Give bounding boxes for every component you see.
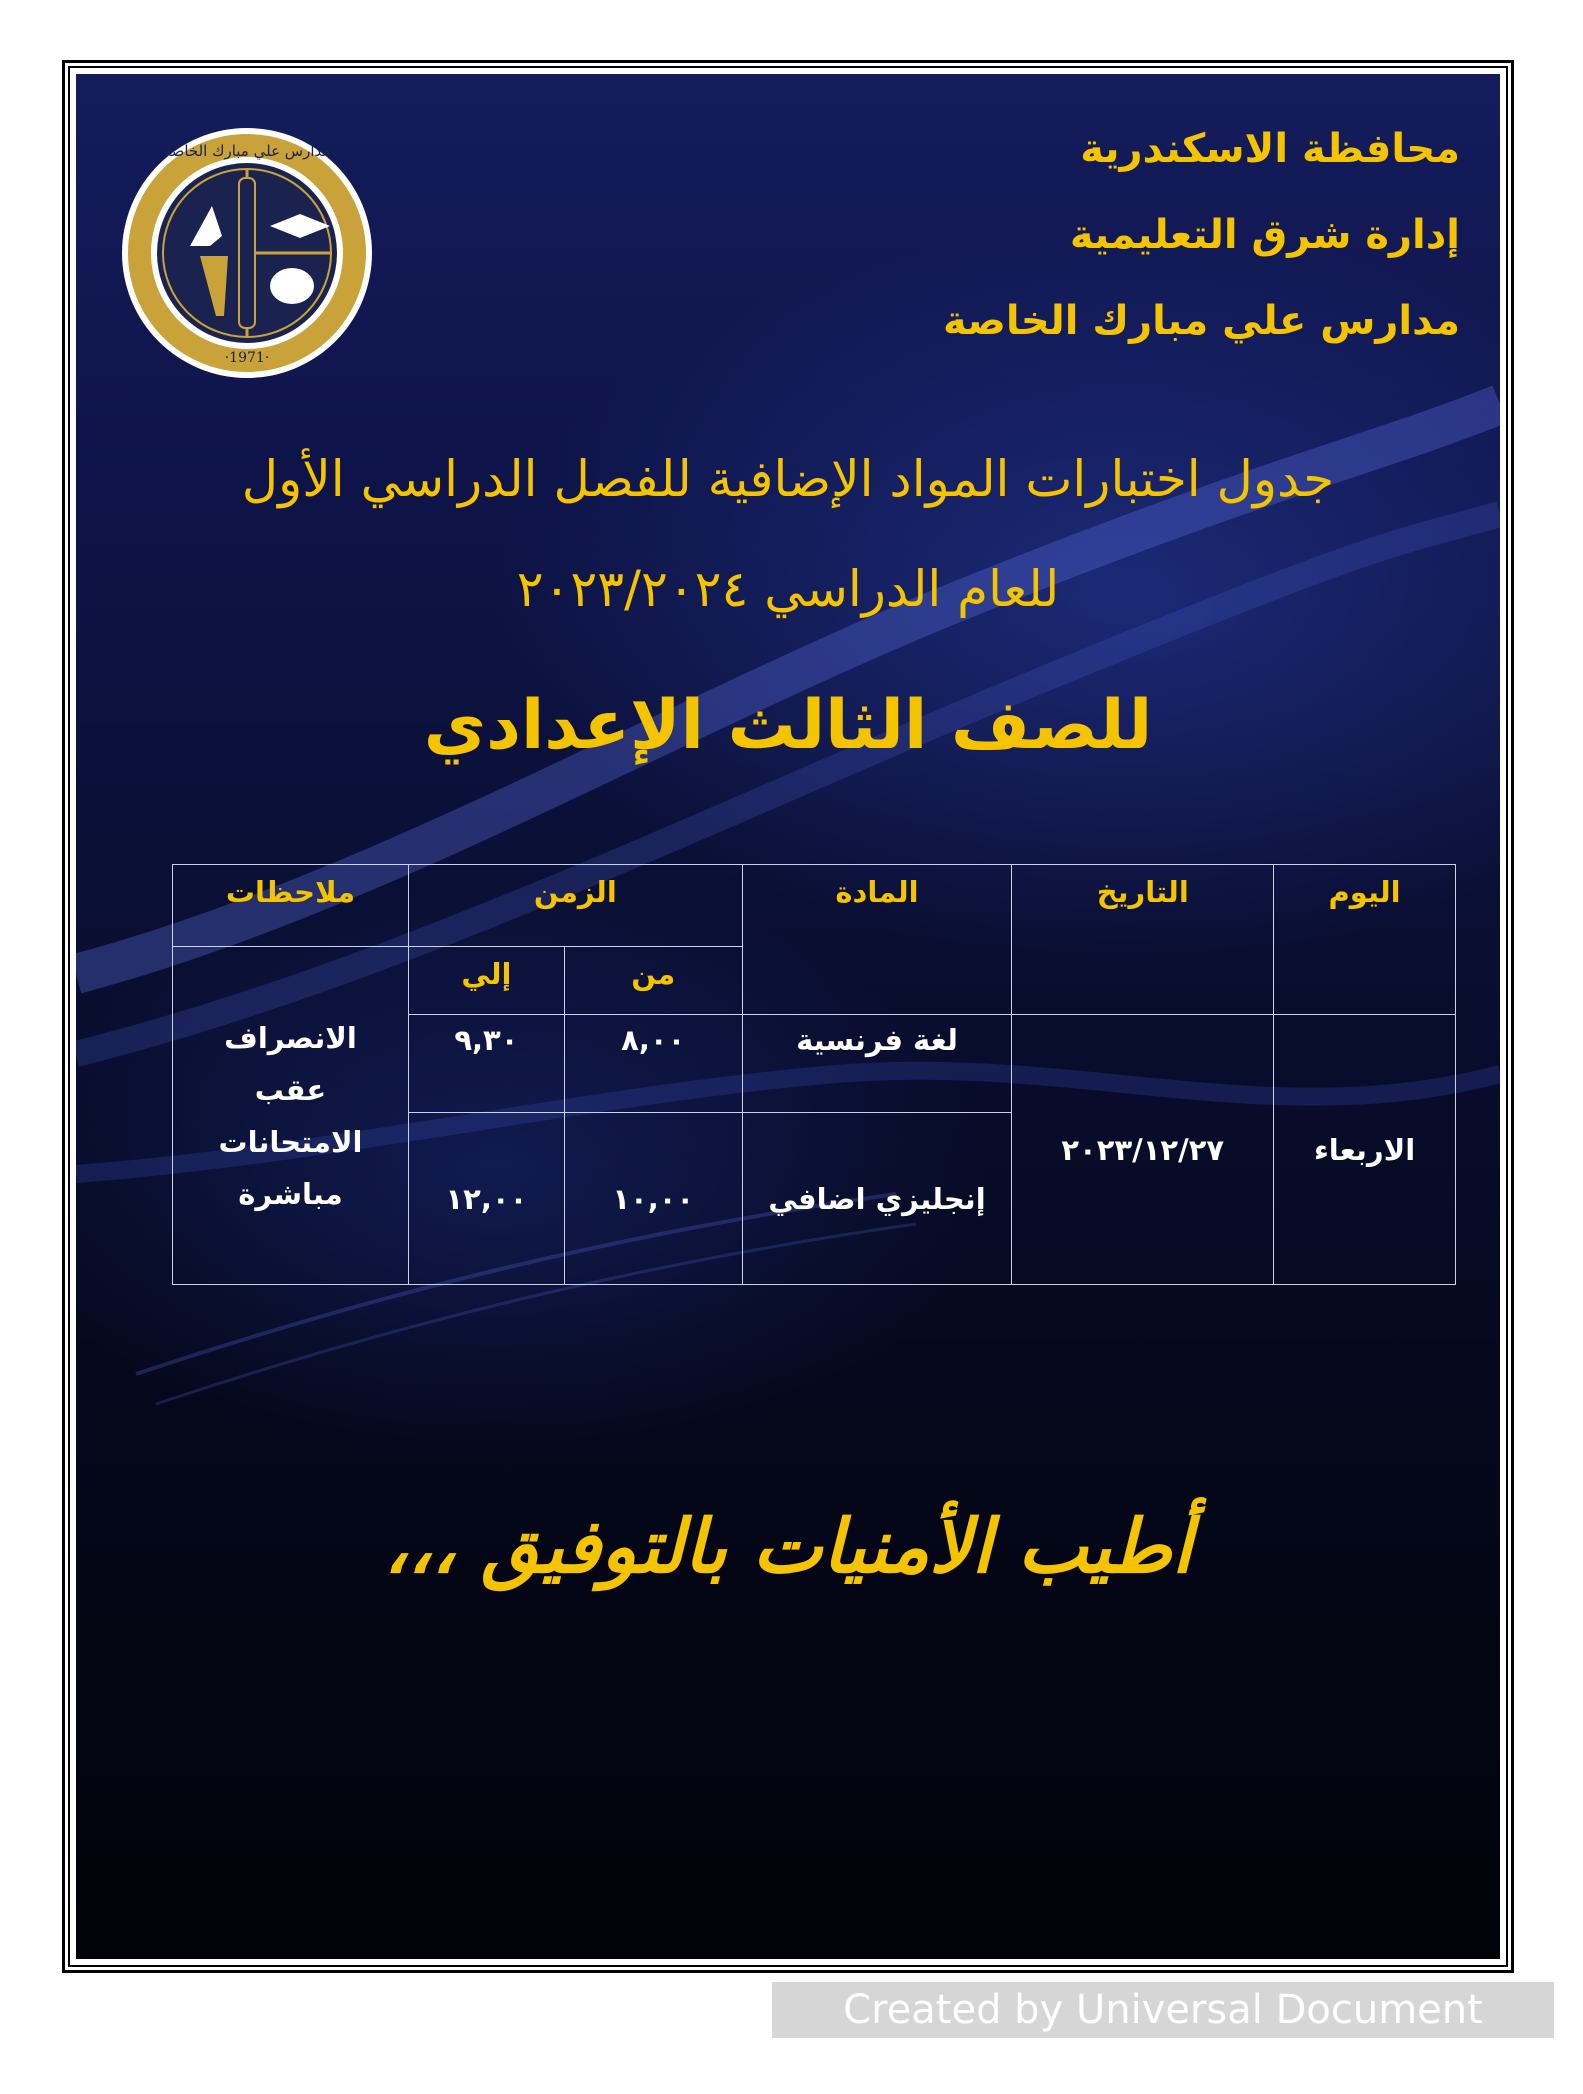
to-cell: ٩,٣٠ bbox=[408, 1015, 564, 1113]
exam-schedule-table bbox=[172, 864, 1456, 1285]
from-cell: ٨,٠٠ bbox=[564, 1015, 742, 1113]
grade-title: للصف الثالث الإعدادي bbox=[423, 686, 1153, 765]
header-subject: المادة bbox=[742, 865, 1012, 1015]
schedule-title: جدول اختبارات المواد الإضافية للفصل الدراسي الأول bbox=[241, 450, 1335, 508]
directorate-label: إدارة شرق التعليمية bbox=[1069, 212, 1460, 258]
school-name-label: مدارس علي مبارك الخاصة bbox=[943, 298, 1460, 344]
header-notes: ملاحظات bbox=[173, 865, 409, 947]
poster-background bbox=[76, 74, 1500, 1959]
header-day: اليوم bbox=[1274, 865, 1456, 1015]
closing-wishes: أطيب الأمنيات بالتوفيق ،،، bbox=[383, 1504, 1193, 1590]
logo-year: ·1971· bbox=[224, 350, 270, 366]
subject-cell: لغة فرنسية bbox=[742, 1015, 1012, 1113]
date-cell: ٢٠٢٣/١٢/٢٧ bbox=[1012, 1015, 1274, 1285]
day-cell: الاربعاء bbox=[1274, 1015, 1456, 1285]
governorate-label: محافظة الاسكندرية bbox=[1080, 126, 1460, 172]
header-time: الزمن bbox=[408, 865, 742, 947]
notes-cell: الانصراف عقب الامتحانات مباشرة bbox=[173, 947, 409, 1285]
watermark-label: Created by Universal Document Converter bbox=[772, 1982, 1554, 2038]
school-emblem-icon bbox=[120, 126, 374, 380]
subject-cell: إنجليزي اضافي bbox=[742, 1113, 1012, 1285]
academic-year: للعام الدراسي ٢٠٢٣/٢٠٢٤ bbox=[516, 560, 1060, 618]
header-from: من bbox=[564, 947, 742, 1015]
to-cell: ١٢,٠٠ bbox=[408, 1113, 564, 1285]
header-date: التاريخ bbox=[1012, 865, 1274, 1015]
from-cell: ١٠,٠٠ bbox=[564, 1113, 742, 1285]
logo-ring-text: مدارس علي مبارك الخاصة bbox=[163, 142, 331, 160]
header-to: إلي bbox=[408, 947, 564, 1015]
